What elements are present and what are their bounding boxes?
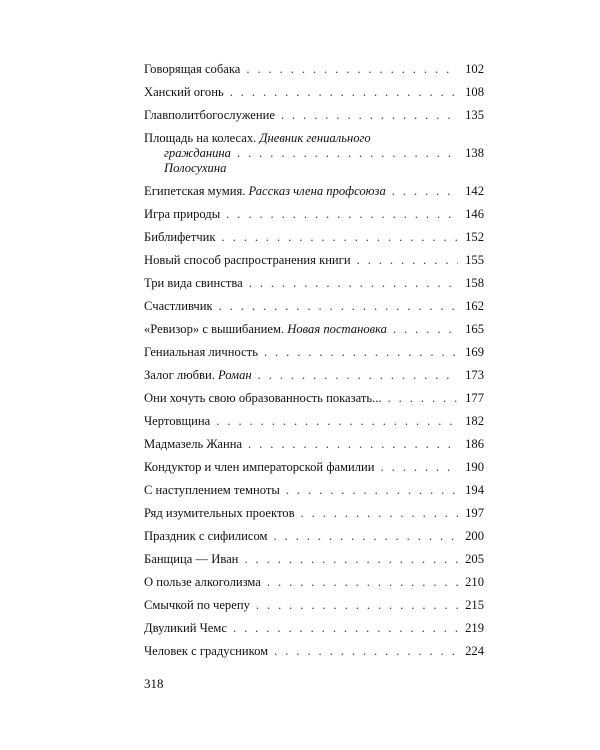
entry-page-number: 108 bbox=[465, 85, 484, 99]
entry-page-number: 146 bbox=[465, 207, 484, 221]
leader-dots bbox=[274, 529, 459, 544]
entry-page-number: 169 bbox=[465, 345, 484, 359]
toc-entry bbox=[144, 644, 484, 659]
page-number-folio: 318 bbox=[144, 676, 164, 691]
table-of-contents bbox=[144, 62, 484, 667]
toc-entry bbox=[144, 299, 484, 314]
leader-dots bbox=[258, 368, 458, 383]
leader-dots bbox=[249, 276, 458, 291]
leader-dots bbox=[301, 506, 458, 521]
entry-title: Ряд изумительных проектов bbox=[144, 506, 295, 520]
toc-entry bbox=[144, 437, 484, 452]
entry-page-number: 162 bbox=[465, 299, 484, 313]
entry-title: Игра природы bbox=[144, 207, 221, 221]
toc-entry bbox=[144, 368, 484, 383]
toc-entry bbox=[144, 131, 484, 176]
toc-entry bbox=[144, 276, 484, 291]
entry-subtitle: Роман bbox=[218, 368, 252, 382]
entry-title: Египетская мумия. bbox=[144, 184, 246, 198]
leader-dots bbox=[381, 460, 458, 475]
toc-entry bbox=[144, 108, 484, 123]
entry-title: Банщица — Иван bbox=[144, 552, 239, 566]
leader-dots bbox=[237, 146, 458, 161]
toc-entry bbox=[144, 575, 484, 590]
entry-page-number: 194 bbox=[465, 483, 484, 497]
toc-entry bbox=[144, 483, 484, 498]
leader-dots bbox=[246, 62, 458, 77]
leader-dots bbox=[216, 414, 458, 429]
entry-page-number: 200 bbox=[465, 529, 484, 543]
entry-page-number: 205 bbox=[465, 552, 484, 566]
entry-title-wrap bbox=[144, 368, 252, 383]
toc-entry bbox=[144, 460, 484, 475]
entry-title-wrap bbox=[144, 322, 387, 337]
leader-dots bbox=[286, 483, 458, 498]
entry-title: Праздник с сифилисом bbox=[144, 529, 268, 543]
entry-title: Библифетчик bbox=[144, 230, 216, 244]
toc-entry bbox=[144, 506, 484, 521]
entry-title: Счастливчик bbox=[144, 299, 213, 313]
toc-entry bbox=[144, 529, 484, 544]
leader-dots bbox=[393, 322, 458, 337]
leader-dots bbox=[274, 644, 458, 659]
entry-page-number: 155 bbox=[465, 253, 484, 267]
entry-page-number: 190 bbox=[465, 460, 484, 474]
toc-entry bbox=[144, 230, 484, 245]
entry-subtitle: Дневник гениального bbox=[259, 131, 371, 145]
entry-page-number: 197 bbox=[465, 506, 484, 520]
entry-page-number: 215 bbox=[465, 598, 484, 612]
leader-dots bbox=[281, 108, 458, 123]
leader-dots bbox=[226, 207, 458, 222]
entry-page-number: 152 bbox=[465, 230, 484, 244]
toc-entry bbox=[144, 345, 484, 360]
entry-title: Залог любви. bbox=[144, 368, 215, 382]
entry-title: «Ревизор» с вышибанием. bbox=[144, 322, 285, 336]
toc-entry bbox=[144, 621, 484, 636]
entry-title: Три вида свинства bbox=[144, 276, 243, 290]
entry-page-number: 173 bbox=[465, 368, 484, 382]
entry-page-number: 177 bbox=[465, 391, 484, 405]
leader-dots bbox=[264, 345, 458, 360]
toc-entry bbox=[144, 253, 484, 268]
toc-entry bbox=[144, 598, 484, 613]
entry-title: Мадмазель Жанна bbox=[144, 437, 243, 451]
toc-entry bbox=[144, 391, 484, 406]
leader-dots bbox=[256, 598, 458, 613]
entry-title: Смычкой по черепу bbox=[144, 598, 250, 612]
entry-subtitle-continued: гражданина Полосухина bbox=[164, 146, 231, 175]
leader-dots bbox=[388, 391, 458, 406]
entry-page-number: 158 bbox=[465, 276, 484, 290]
entry-title: Кондуктор и член императорской фамилии bbox=[144, 460, 375, 474]
entry-title: О пользе алкоголизма bbox=[144, 575, 261, 589]
leader-dots bbox=[244, 552, 458, 567]
entry-title: Говорящая собака bbox=[144, 62, 241, 76]
leader-dots bbox=[222, 230, 458, 245]
entry-title: Ханский огонь bbox=[144, 85, 224, 99]
entry-title: Гениальная личность bbox=[144, 345, 258, 359]
toc-entry bbox=[144, 85, 484, 100]
entry-title: Главполитбогослужение bbox=[144, 108, 275, 122]
leader-dots bbox=[357, 253, 458, 268]
leader-dots bbox=[392, 184, 458, 199]
entry-first-line bbox=[144, 131, 484, 146]
entry-page-number: 224 bbox=[465, 644, 484, 658]
entry-title: Человек с градусником bbox=[144, 644, 269, 658]
entry-subtitle: Рассказ члена профсоюза bbox=[248, 184, 386, 198]
entry-title: Новый способ распространения книги bbox=[144, 253, 351, 267]
entry-subtitle: Новая постановка bbox=[287, 322, 387, 336]
leader-dots bbox=[267, 575, 458, 590]
entry-page-number: 135 bbox=[465, 108, 484, 122]
toc-entry bbox=[144, 322, 484, 337]
entry-page-number: 102 bbox=[465, 62, 484, 76]
toc-entry bbox=[144, 552, 484, 567]
entry-page-number: 165 bbox=[465, 322, 484, 336]
entry-page-number: 186 bbox=[465, 437, 484, 451]
leader-dots bbox=[219, 299, 458, 314]
toc-entry bbox=[144, 184, 484, 199]
entry-page-number: 182 bbox=[465, 414, 484, 428]
entry-page-number: 142 bbox=[465, 184, 484, 198]
toc-entry bbox=[144, 414, 484, 429]
entry-title: Площадь на колесах. bbox=[144, 131, 257, 145]
entry-second-line bbox=[144, 146, 484, 176]
toc-entry bbox=[144, 62, 484, 77]
entry-page-number: 138 bbox=[465, 146, 484, 160]
entry-page-number: 219 bbox=[465, 621, 484, 635]
leader-dots bbox=[230, 85, 458, 100]
entry-title: Двуликий Чемс bbox=[144, 621, 227, 635]
leader-dots bbox=[248, 437, 458, 452]
entry-title: Чертовщина bbox=[144, 414, 211, 428]
entry-title: Они хочуть свою образованность показать... bbox=[144, 391, 382, 405]
entry-title-wrap bbox=[144, 184, 386, 199]
entry-title: С наступлением темноты bbox=[144, 483, 280, 497]
toc-entry bbox=[144, 207, 484, 222]
leader-dots bbox=[233, 621, 458, 636]
entry-page-number: 210 bbox=[465, 575, 484, 589]
